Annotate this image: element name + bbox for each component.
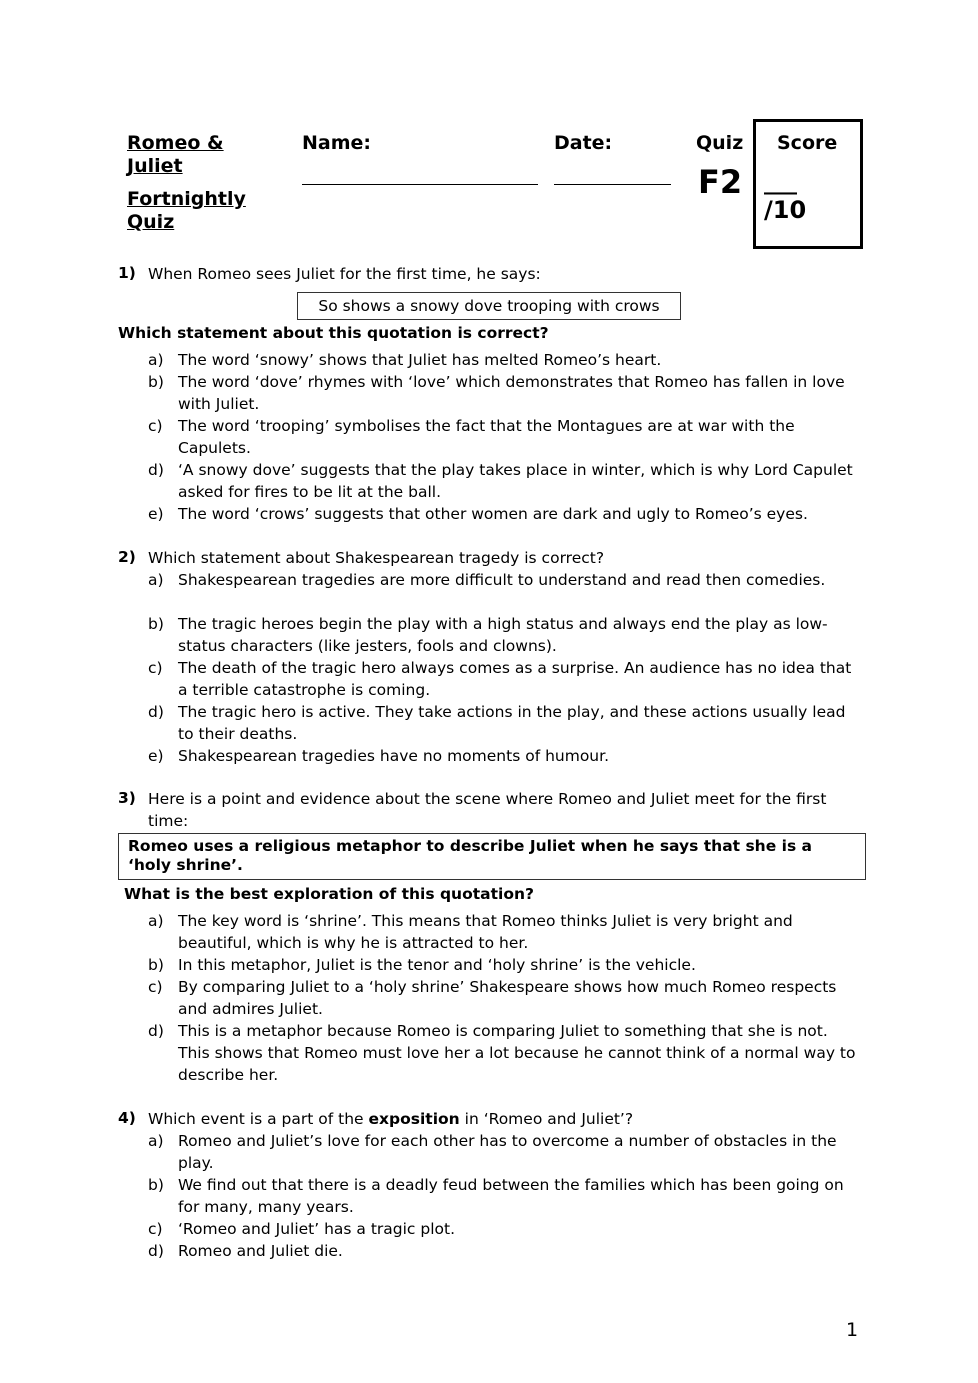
question-2-option-b[interactable]: b) The tragic heroes begin the play with a high status and always end the play as low-status characters (like jesters, fools and clowns). <box>148 615 828 655</box>
quiz-label: Quiz <box>696 132 744 154</box>
question-2-number: 2) <box>118 548 136 566</box>
question-2-option-e[interactable]: e) Shakespearean tragedies have no moments of humour. <box>148 747 610 765</box>
quiz-subtitle: Fortnightly Quiz <box>127 188 246 233</box>
date-field[interactable] <box>554 184 671 185</box>
question-1-number: 1) <box>118 264 136 282</box>
question-3-option-b[interactable]: b) In this metaphor, Juliet is the tenor and ‘holy shrine’ is the vehicle. <box>148 956 696 974</box>
question-3-prompt: Here is a point and evidence about the scene where Romeo and Juliet meet for the first time: <box>148 790 827 830</box>
question-1-option-e[interactable]: e) The word ‘crows’ suggests that other women are dark and ugly to Romeo’s eyes. <box>148 505 808 523</box>
quiz-code: F2 <box>698 163 743 201</box>
question-3-option-a[interactable]: a) The key word is ‘shrine’. This means that Romeo thinks Juliet is very bright and beautiful, which is why he is attracted to her. <box>148 912 793 952</box>
question-2-prompt: Which statement about Shakespearean tragedy is correct? <box>148 549 605 567</box>
score-label: Score <box>777 132 838 154</box>
question-4-option-a[interactable]: a) Romeo and Juliet’s love for each other has to overcome a number of obstacles in the play. <box>148 1132 837 1172</box>
question-1-option-b[interactable]: b) The word ‘dove’ rhymes with ‘love’ which demonstrates that Romeo has fallen in love with Juliet. <box>148 373 845 413</box>
question-3-option-d[interactable]: d) This is a metaphor because Romeo is comparing Juliet to something that she is not. This shows that Romeo must love her a lot because he cannot think of a normal way to describe her. <box>148 1022 856 1084</box>
question-1-instruction: Which statement about this quotation is correct? <box>118 324 549 342</box>
name-field[interactable] <box>302 184 538 185</box>
score-blank[interactable]: ___ <box>764 170 797 195</box>
question-1-option-d[interactable]: d) ‘A snowy dove’ suggests that the play takes place in winter, which is why Lord Capulet asked for fires to be lit at the ball. <box>148 461 853 501</box>
question-4-number: 4) <box>118 1109 136 1127</box>
question-1-quote: So shows a snowy dove trooping with crows <box>297 292 681 320</box>
date-label: Date: <box>554 132 613 154</box>
question-2-option-a[interactable]: a) Shakespearean tragedies are more difficult to understand and read then comedies. <box>148 571 826 589</box>
question-2-option-c[interactable]: c) The death of the tragic hero always comes as a surprise. An audience has no idea that a terrible catastrophe is coming. <box>148 659 852 699</box>
question-3-option-c[interactable]: c) By comparing Juliet to a ‘holy shrine’ Shakespeare shows how much Romeo respects and admires Juliet. <box>148 978 837 1018</box>
question-4-prompt: Which event is a part of the exposition in ‘Romeo and Juliet’? <box>148 1110 634 1128</box>
score-total: /10 <box>764 196 807 224</box>
question-3-quote: Romeo uses a religious metaphor to describe Juliet when he says that she is a ‘holy shrine’. <box>118 833 866 880</box>
quiz-title: Romeo & Juliet <box>127 132 224 177</box>
name-label: Name: <box>302 132 372 154</box>
question-3-number: 3) <box>118 789 136 807</box>
question-1-option-a[interactable]: a) The word ‘snowy’ shows that Juliet has melted Romeo’s heart. <box>148 351 662 369</box>
question-1-option-c[interactable]: c) The word ‘trooping’ symbolises the fact that the Montagues are at war with the Capulets. <box>148 417 795 457</box>
question-4-option-c[interactable]: c) ‘Romeo and Juliet’ has a tragic plot. <box>148 1220 456 1238</box>
page-number: 1 <box>846 1319 859 1341</box>
question-4-option-d[interactable]: d) Romeo and Juliet die. <box>148 1242 343 1260</box>
question-4-option-b[interactable]: b) We find out that there is a deadly feud between the families which has been going on for many, many years. <box>148 1176 844 1216</box>
question-3-instruction: What is the best exploration of this quotation? <box>124 885 535 903</box>
keyword-exposition: exposition <box>368 1110 460 1128</box>
question-2-option-d[interactable]: d) The tragic hero is active. They take actions in the play, and these actions usually lead to their deaths. <box>148 703 846 743</box>
question-1-prompt: When Romeo sees Juliet for the first time, he says: <box>148 265 541 283</box>
